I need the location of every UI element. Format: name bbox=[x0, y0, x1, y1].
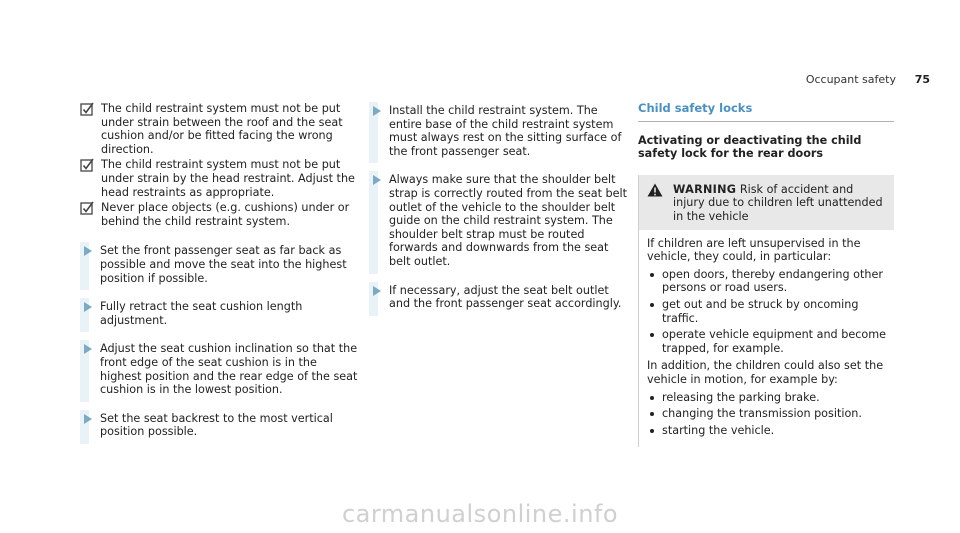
checkbox-check-icon bbox=[80, 102, 94, 116]
column-2 bbox=[369, 102, 631, 324]
column-3 bbox=[638, 102, 894, 447]
list-item: get out and be struck by oncoming traffic. bbox=[647, 298, 888, 325]
warning-header bbox=[639, 175, 894, 230]
warning-body bbox=[639, 230, 894, 448]
step-arrow-icon bbox=[373, 106, 381, 116]
check-item-text: The child restraint system must not be put under strain by the head restraint. Adjust the head restraints as appropriate. bbox=[101, 158, 355, 199]
step-item bbox=[369, 282, 631, 316]
section-title: Child safety locks bbox=[638, 101, 753, 115]
step-arrow-icon bbox=[373, 286, 381, 296]
warning-middle: In addition, the children could also set the vehicle in motion, for example by: bbox=[647, 359, 884, 386]
warning-text: Risk of accident and injury due to children left unattended in the vehicle bbox=[673, 182, 883, 223]
page-header bbox=[780, 73, 930, 87]
running-header-title: Occupant safety bbox=[805, 73, 896, 86]
step-text: Install the child restraint system. The entire base of the child restraint system must always rest on the sitting surface of the front passenger seat. bbox=[389, 104, 622, 158]
step-item bbox=[80, 410, 360, 444]
warning-intro: If children are left unsupervised in the vehicle, they could, in particular: bbox=[647, 236, 861, 264]
step-item bbox=[80, 340, 360, 401]
step-item bbox=[80, 298, 360, 332]
step-text: Fully retract the seat cushion length adjustment. bbox=[100, 300, 303, 327]
step-item bbox=[80, 242, 360, 290]
step-text: Set the seat backrest to the most vertical position possible. bbox=[100, 411, 333, 439]
subheading: Activating or deactivating the child safety lock for the rear doors bbox=[638, 133, 862, 161]
warning-box bbox=[638, 175, 894, 448]
list-item: releasing the parking brake. bbox=[647, 391, 888, 405]
check-item bbox=[80, 102, 360, 156]
step-arrow-icon bbox=[84, 246, 92, 256]
step-arrow-icon bbox=[84, 302, 92, 312]
list-item: open doors, thereby endangering other persons or road users. bbox=[647, 268, 888, 295]
step-text: Set the front passenger seat as far back as possible and move the seat into the highest position if possible. bbox=[100, 244, 347, 285]
step-arrow-icon bbox=[373, 175, 381, 185]
step-item bbox=[369, 102, 631, 163]
step-text: If necessary, adjust the seat belt outlet and the front passenger seat accordingly. bbox=[389, 283, 622, 311]
bullet-list bbox=[647, 391, 888, 438]
warning-triangle-icon bbox=[647, 183, 663, 197]
checkbox-check-icon bbox=[80, 201, 94, 215]
check-item-text: The child restraint system must not be put under strain between the roof and the seat cushion and/or be fitted facing the wrong direction. bbox=[101, 102, 343, 156]
bullet-list bbox=[647, 268, 888, 356]
column-1 bbox=[80, 102, 360, 452]
step-arrow-icon bbox=[84, 344, 92, 354]
step-text: Adjust the seat cushion inclination so that the front edge of the seat cushion is in the highest position and the rear edge of the seat cushion is in the lowest position. bbox=[100, 342, 358, 397]
step-text: Always make sure that the shoulder belt strap is correctly routed from the seat belt outlet of the vehicle to the shoulder belt guide on the child restraint system. The shoulder belt strap must be routed forwards and downwards from the seat belt outlet. bbox=[389, 173, 627, 268]
list-item: operate vehicle equipment and become trapped, for example. bbox=[647, 328, 888, 355]
warning-label: WARNING bbox=[673, 182, 737, 196]
check-item-text: Never place objects (e.g. cushions) under or behind the child restraint system. bbox=[101, 201, 350, 228]
checkbox-check-icon bbox=[80, 158, 94, 172]
watermark: carmanualsonline.info bbox=[341, 500, 619, 528]
step-item bbox=[369, 171, 631, 273]
section-divider bbox=[638, 121, 894, 122]
list-item: changing the transmission position. bbox=[647, 407, 888, 421]
check-item bbox=[80, 201, 360, 228]
check-item bbox=[80, 158, 360, 199]
list-item: starting the vehicle. bbox=[647, 424, 888, 438]
page-number: 75 bbox=[914, 73, 930, 86]
step-arrow-icon bbox=[84, 414, 92, 424]
